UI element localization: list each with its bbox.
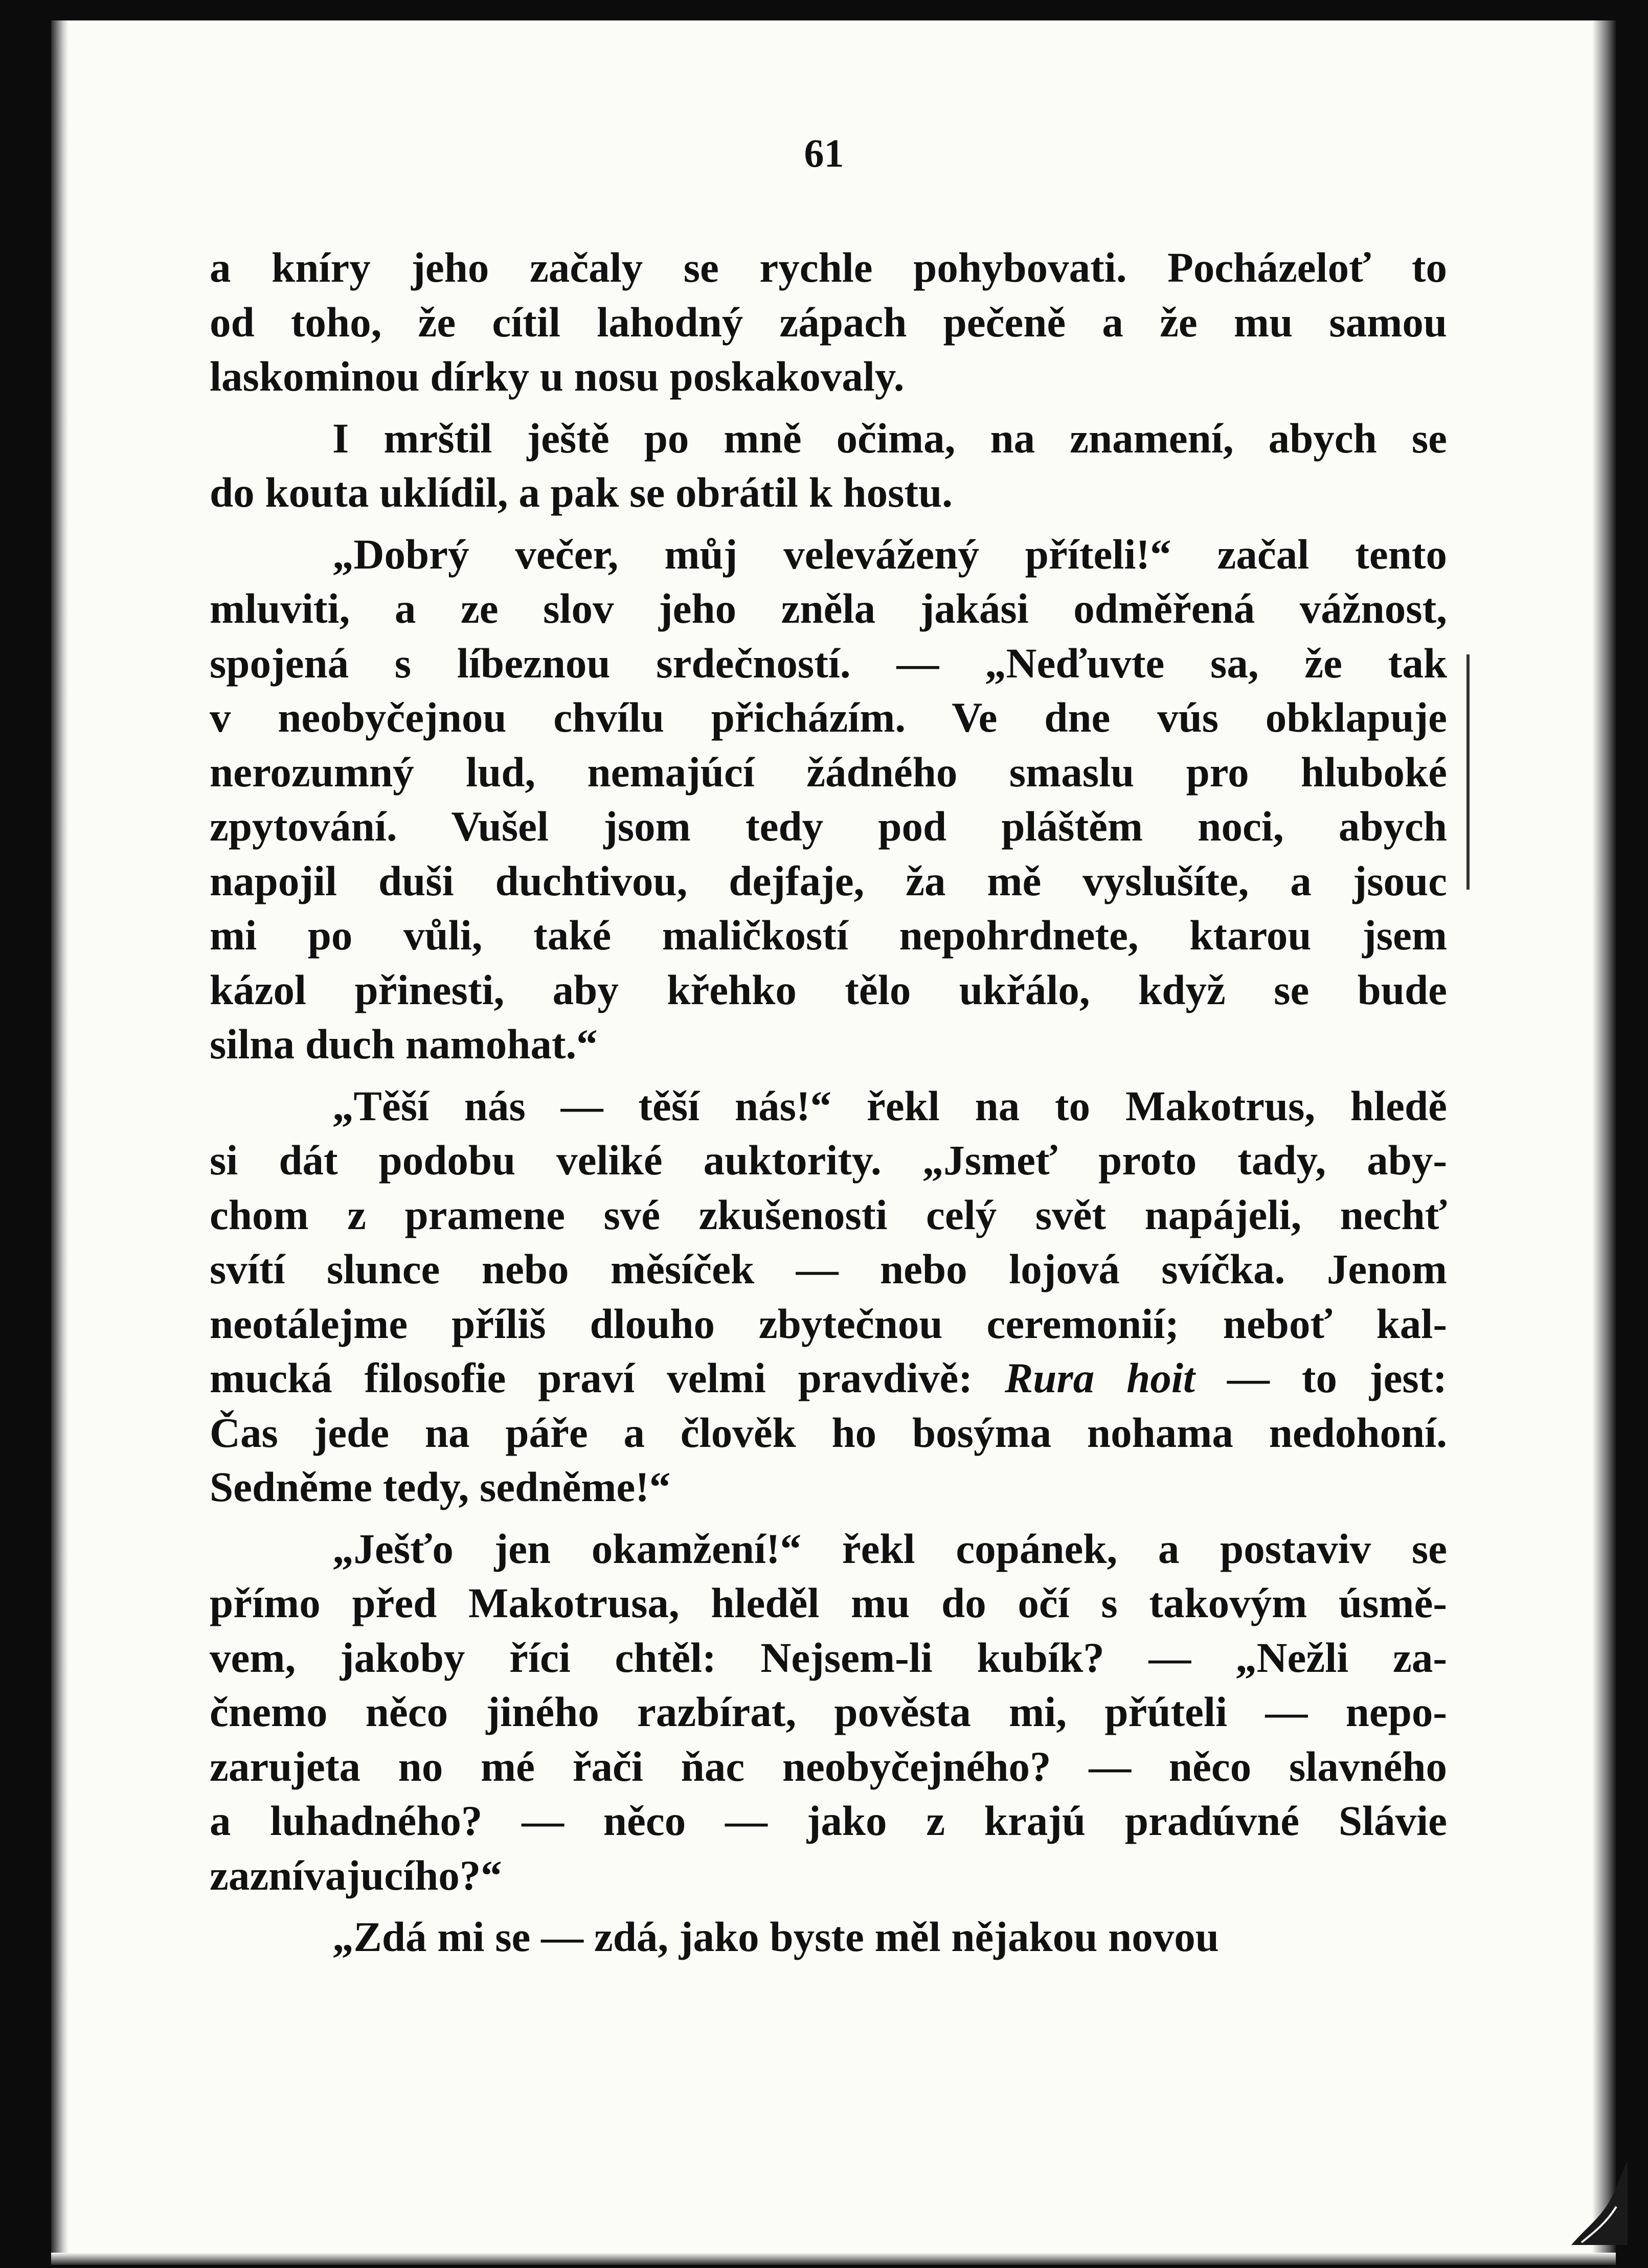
paragraph <box>210 1079 1447 1514</box>
text-line: mluviti, a ze slov jeho zněla jakási odměřená vážnost, <box>210 585 1447 632</box>
text-line: zarujeta no mé řači ňac neobyčejného? — něco slavného <box>210 1742 1447 1790</box>
text-line: „Těší nás — těší nás!“ řekl na to Makotrus, hledě <box>332 1082 1447 1129</box>
page-number: 61 <box>804 131 844 175</box>
text-line: a kníry jeho začaly se rychle pohybovati. Pocházeloť to <box>210 244 1447 291</box>
text-line: mucká filosofie praví velmi pravdivě: Rura hoit — to jest: <box>210 1354 1447 1401</box>
text-line: „Zdá mi se — zdá, jako byste měl nějakou novou <box>332 1913 1219 1960</box>
margin-line-mark <box>1466 654 1470 890</box>
body-text <box>210 240 1447 1964</box>
text-line: nerozumný lud, nemajúcí žádného smaslu pro hluboké <box>210 748 1447 796</box>
paragraph <box>210 1910 1447 1964</box>
text-line: neotálejme příliš dlouho zbytečnou ceremonií; neboť kal- <box>210 1300 1447 1347</box>
text-line: přímo před Makotrusa, hleděl mu do očí s takovým úsmě- <box>210 1579 1447 1626</box>
torn-corner-mark <box>1551 2156 1633 2248</box>
text-line: a luhadného? — něco — jako z krajú pradúvné Slávie <box>210 1797 1447 1844</box>
text-line: do kouta uklídil, a pak se obrátil k hostu. <box>210 469 953 516</box>
text-line: napojil duši duchtivou, dejfaje, ža mě vyslušíte, a jsouc <box>210 857 1447 904</box>
paragraph <box>210 527 1447 1072</box>
paragraph <box>210 411 1447 520</box>
text-line: v neobyčejnou chvílu přicházím. Ve dne vús obklapuje <box>210 694 1447 741</box>
page-gutter-shadow <box>51 20 69 2265</box>
text-line: od toho, že cítil lahodný zápach pečeně a že mu samou <box>210 298 1447 346</box>
page-edge-shadow <box>1592 20 1616 2265</box>
text-line: zpytování. Vušel jsom tedy pod pláštěm noci, abych <box>210 803 1447 850</box>
text-line: mi po vůli, také maličkostí nepohrdnete, ktarou jsem <box>210 912 1447 959</box>
text-line: I mrštil ještě po mně očima, na znamení, abych se <box>332 414 1447 462</box>
text-line: Čas jede na páře a člověk ho bosýma nohama nedohoní. <box>210 1409 1447 1456</box>
text-line: laskominou dírky u nosu poskakovaly. <box>210 353 905 400</box>
text-line: kázol přinesti, aby křehko tělo ukřálo, když se bude <box>210 966 1447 1013</box>
text-line: silna duch namohat.“ <box>210 1020 598 1068</box>
text-line: spojená s líbeznou srdečností. — „Neďuvte sa, že tak <box>210 639 1447 687</box>
text-line: chom z pramene své zkušenosti celý svět napájeli, nechť <box>210 1191 1447 1238</box>
text-line: „Ješťo jen okamžení!“ řekl copánek, a postaviv se <box>332 1525 1447 1572</box>
text-line: vem, jakoby říci chtěl: Nejsem-li kubík? — „Nežli za- <box>210 1634 1447 1681</box>
text-line: Sedněme tedy, sedněme!“ <box>210 1463 671 1510</box>
text-line: čnemo něco jiného razbírat, pověsta mi, přúteli — nepo- <box>210 1688 1447 1735</box>
text-line: si dát podobu veliké auktority. „Jsmeť proto tady, aby- <box>210 1137 1447 1184</box>
paragraph <box>210 1522 1447 1903</box>
text-line: „Dobrý večer, můj velevážený příteli!“ začal tento <box>332 530 1447 578</box>
text-line: svítí slunce nebo měsíček — nebo lojová svíčka. Jenom <box>210 1245 1447 1292</box>
paragraph <box>210 240 1447 404</box>
page-bottom-shadow <box>51 2253 1616 2265</box>
text-line: zaznívajucího?“ <box>210 1851 502 1899</box>
